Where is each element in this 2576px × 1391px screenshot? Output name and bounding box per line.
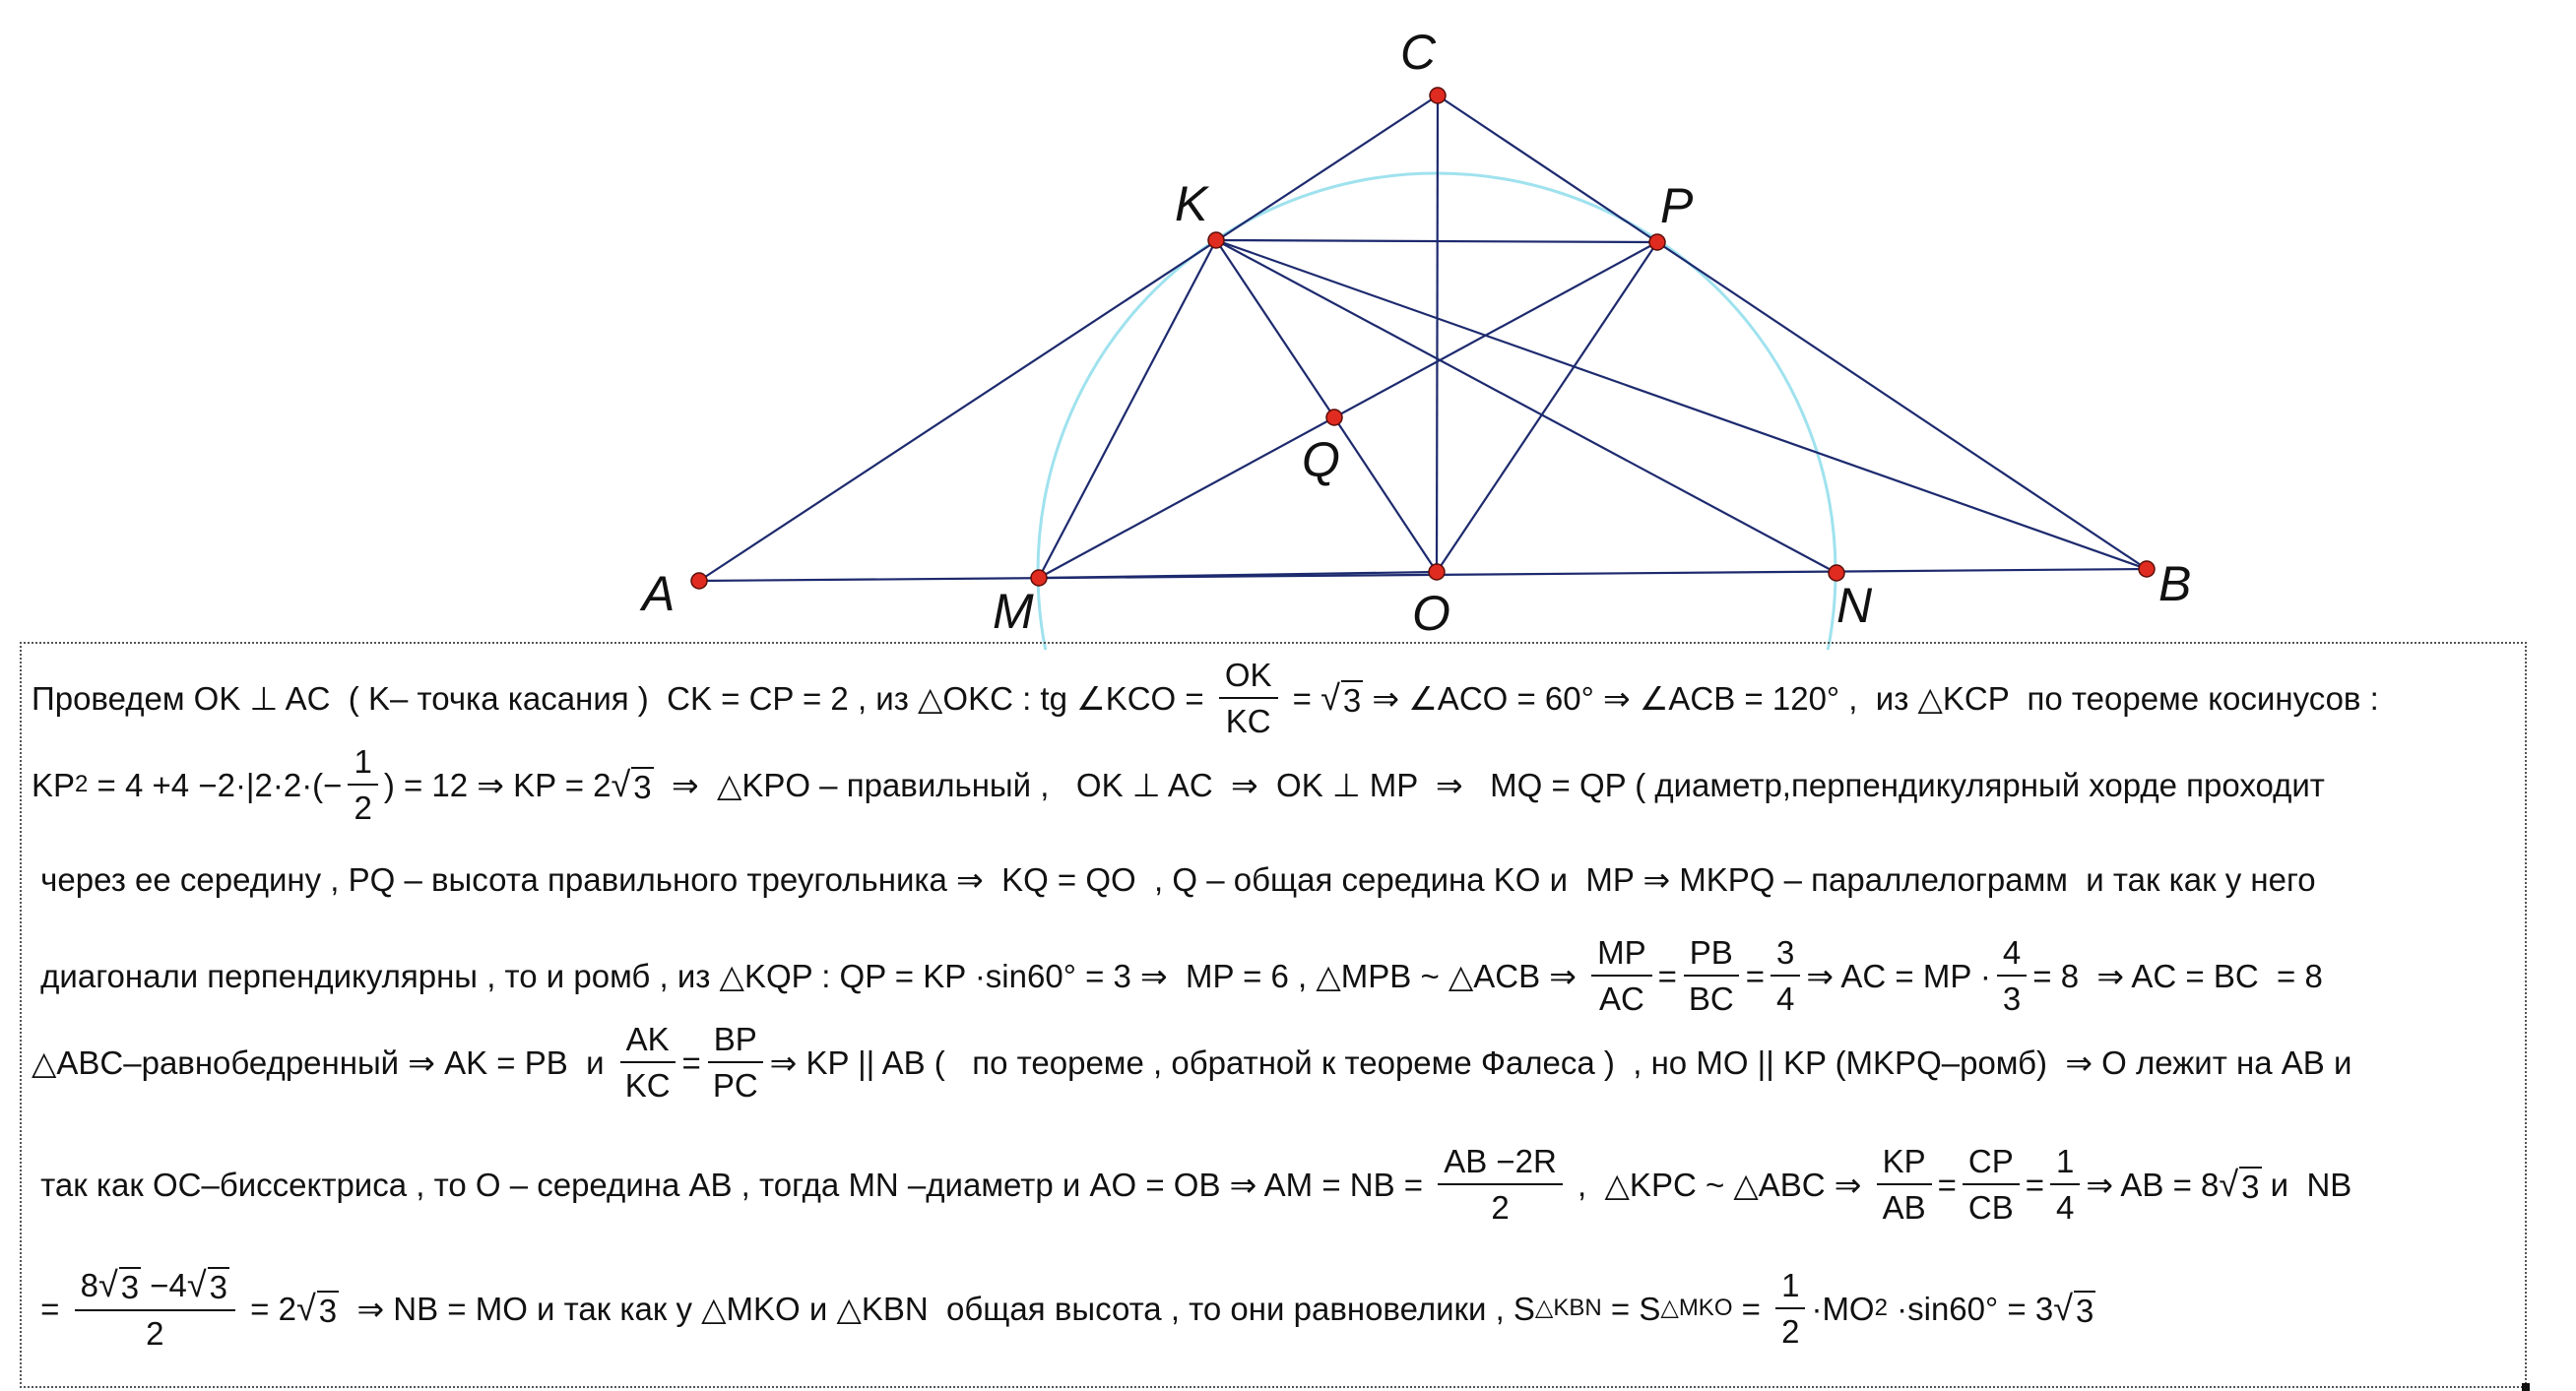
geometry-figure <box>0 0 2576 650</box>
segment-co <box>1437 95 1438 572</box>
text: = 8 ⇒ AC = BC = 8 <box>2032 957 2323 994</box>
numerator: BP <box>708 1023 763 1063</box>
sqrt-expression <box>97 1264 141 1305</box>
denominator: KC <box>624 1067 671 1104</box>
label-m: M <box>993 584 1034 639</box>
fraction-bp-pc <box>707 1023 764 1102</box>
radicand: 3 <box>2075 1292 2094 1329</box>
numerator: 1 <box>348 745 377 786</box>
label-k: K <box>1175 176 1208 231</box>
denominator: PC <box>712 1067 758 1104</box>
text: ⇒ △KPO – правильный , OK ⊥ AC ⇒ OK ⊥ MP ⇒ MQ = QP ( диаметр,перпендикулярный хорде проходит <box>653 766 2325 803</box>
segment-qo <box>1334 417 1437 572</box>
numerator: AK <box>620 1023 676 1063</box>
fraction-nb-value <box>75 1264 235 1352</box>
point-q <box>1326 410 1342 425</box>
subscript: △MKO <box>1660 1295 1733 1321</box>
fraction-ab-minus-2r <box>1438 1145 1563 1224</box>
numerator: AB −2R <box>1438 1145 1563 1185</box>
text: = 4 +4 −2·|2·2·(− <box>88 766 343 803</box>
radical-sign: √ <box>1320 676 1340 718</box>
solution-line-6 <box>32 1130 2517 1238</box>
solution-line-7 <box>32 1254 2517 1362</box>
denominator: KC <box>1225 703 1271 739</box>
segment-pm <box>1039 242 1657 578</box>
text: = <box>1732 1290 1771 1327</box>
text: ) = 12 ⇒ KP = 2 <box>383 766 612 803</box>
denominator: 2 <box>1781 1313 1800 1350</box>
text: и NB <box>2261 1166 2352 1203</box>
radical-sign: √ <box>186 1264 207 1304</box>
numerator <box>75 1264 235 1311</box>
text: KP <box>32 766 76 803</box>
solution-text-box[interactable] <box>20 642 2527 1388</box>
text: = <box>2025 1166 2045 1203</box>
text: = <box>1657 957 1677 994</box>
segment-kb <box>1216 240 2147 569</box>
text: −4 <box>141 1267 187 1303</box>
numerator: PB <box>1684 936 1739 977</box>
solution-line-3 <box>32 825 2517 933</box>
radical-sign: √ <box>2219 1163 2239 1204</box>
segment-ac <box>699 95 1438 581</box>
fraction-one-half <box>1775 1269 1805 1348</box>
numerator: MP <box>1591 936 1652 977</box>
text: = <box>681 1043 701 1081</box>
solution-line-2 <box>32 730 2517 839</box>
radical-sign: √ <box>611 763 631 804</box>
text: △ABC–равнобедренный ⇒ AK = PB и <box>32 1043 613 1081</box>
segment-kn <box>1216 240 1836 573</box>
fraction-ok-kc <box>1219 659 1278 737</box>
superscript: 2 <box>1874 1295 1888 1321</box>
segment-km <box>1039 240 1216 578</box>
point-a <box>691 573 707 589</box>
sqrt-expression <box>2219 1163 2261 1205</box>
denominator: 2 <box>354 790 372 826</box>
denominator: AB <box>1882 1189 1926 1226</box>
text: = S <box>1601 1290 1661 1327</box>
point-o <box>1429 564 1445 580</box>
fraction-kp-ab <box>1877 1145 1932 1224</box>
text: ⇒ NB = MO и так как у △MKO и △KBN общая высота , то они равновелики , S <box>339 1290 1535 1327</box>
numerator: CP <box>1963 1145 2020 1185</box>
point-p <box>1649 234 1665 250</box>
text: ·MO <box>1811 1290 1875 1327</box>
segment-kq <box>1216 240 1334 417</box>
sqrt-expression <box>295 1287 339 1329</box>
text: ⇒ KP || AB ( по теореме , обратной к теореме Фалеса ) , но MO || KP (MKPQ–ромб) ⇒ O лежит на AB и <box>769 1043 2352 1081</box>
fraction-one-fourth <box>2050 1145 2080 1224</box>
radicand: 3 <box>120 1269 140 1305</box>
numerator: KP <box>1877 1145 1932 1185</box>
text: , △KPC ~ △ABC ⇒ <box>1568 1166 1871 1203</box>
denominator: BC <box>1688 980 1734 1017</box>
denominator: 3 <box>2002 980 2022 1017</box>
fraction-four-thirds <box>1997 936 2027 1015</box>
radicand: 3 <box>318 1292 338 1329</box>
label-c: C <box>1400 25 1437 80</box>
denominator: 4 <box>1776 980 1795 1017</box>
text: ⇒ ∠ACO = 60° ⇒ ∠ACB = 120° , из △KCP по теореме косинусов : <box>1363 679 2379 717</box>
fraction-mp-ac <box>1591 936 1652 1015</box>
denominator: 4 <box>2056 1189 2075 1226</box>
radical-sign: √ <box>97 1264 118 1304</box>
segments <box>699 95 2147 581</box>
radicand: 3 <box>1342 681 1362 719</box>
text: = <box>1283 679 1321 717</box>
text: через ее середину , PQ – высота правильного треугольника ⇒ KQ = QO , Q – общая середина KO и MP ⇒ MKPQ – параллелограмм и так как у него <box>32 860 2316 898</box>
point-c <box>1430 88 1446 103</box>
numerator: 4 <box>1997 936 2027 977</box>
label-b: B <box>2158 556 2192 611</box>
resize-handle[interactable] <box>2522 1383 2530 1391</box>
label-a: A <box>642 566 676 621</box>
sqrt-expression <box>1320 676 1363 719</box>
radicand: 3 <box>633 768 652 805</box>
fraction-pb-bc <box>1683 936 1740 1015</box>
points <box>691 88 2155 589</box>
segment-kp <box>1216 240 1657 242</box>
text: Проведем OK ⊥ AC ( K– точка касания ) CK = CP = 2 , из △OKC : tg ∠KCO = <box>32 679 1213 717</box>
subscript: △KBN <box>1534 1295 1602 1321</box>
point-labels <box>639 25 2191 641</box>
numerator: 1 <box>1775 1269 1805 1309</box>
text: = <box>32 1290 69 1327</box>
numerator: 1 <box>2050 1145 2080 1185</box>
sqrt-expression <box>611 763 654 805</box>
number: 8 <box>80 1267 98 1303</box>
text: так как OC–биссектриса , то O – середина AB , тогда MN –диаметр и AO = OB ⇒ AM = NB = <box>32 1166 1433 1203</box>
fraction-cp-cb <box>1963 1145 2020 1224</box>
solution-line-5 <box>32 1008 2517 1116</box>
text: ⇒ AC = MP · <box>1806 957 1991 994</box>
segment-ab <box>699 569 2147 581</box>
superscript: 2 <box>75 771 89 797</box>
denominator: 2 <box>146 1315 164 1352</box>
text: = 2 <box>241 1290 296 1327</box>
label-q: Q <box>1302 432 1340 487</box>
text: = <box>1745 957 1766 994</box>
label-n: N <box>1836 578 1873 633</box>
denominator: 2 <box>1491 1189 1510 1226</box>
label-o: O <box>1412 586 1450 641</box>
fraction-one-half <box>348 745 377 824</box>
sqrt-expression <box>2053 1287 2095 1329</box>
radicand: 3 <box>209 1269 228 1305</box>
text: диагонали перпендикулярны , то и ромб , из △KQP : QP = KP ·sin60° = 3 ⇒ MP = 6 , △MPB ~ △ACB ⇒ <box>32 957 1586 994</box>
radicand: 3 <box>2241 1168 2260 1205</box>
label-p: P <box>1660 178 1694 233</box>
sqrt-expression <box>186 1264 229 1305</box>
point-k <box>1208 232 1224 248</box>
denominator: AC <box>1598 980 1644 1017</box>
text: = <box>1937 1166 1957 1203</box>
point-b <box>2139 561 2155 577</box>
numerator: OK <box>1219 659 1278 699</box>
numerator: 3 <box>1771 936 1800 977</box>
segment-po <box>1437 242 1657 572</box>
denominator: CB <box>1967 1189 2014 1226</box>
text: ⇒ AB = 8 <box>2086 1166 2220 1203</box>
fraction-ak-kc <box>619 1023 676 1102</box>
fraction-three-fourths <box>1771 936 1800 1015</box>
radical-sign: √ <box>2053 1287 2073 1328</box>
radical-sign: √ <box>295 1287 316 1328</box>
text: ·sin60° = 3 <box>1887 1290 2054 1327</box>
segment-cb <box>1438 95 2147 569</box>
